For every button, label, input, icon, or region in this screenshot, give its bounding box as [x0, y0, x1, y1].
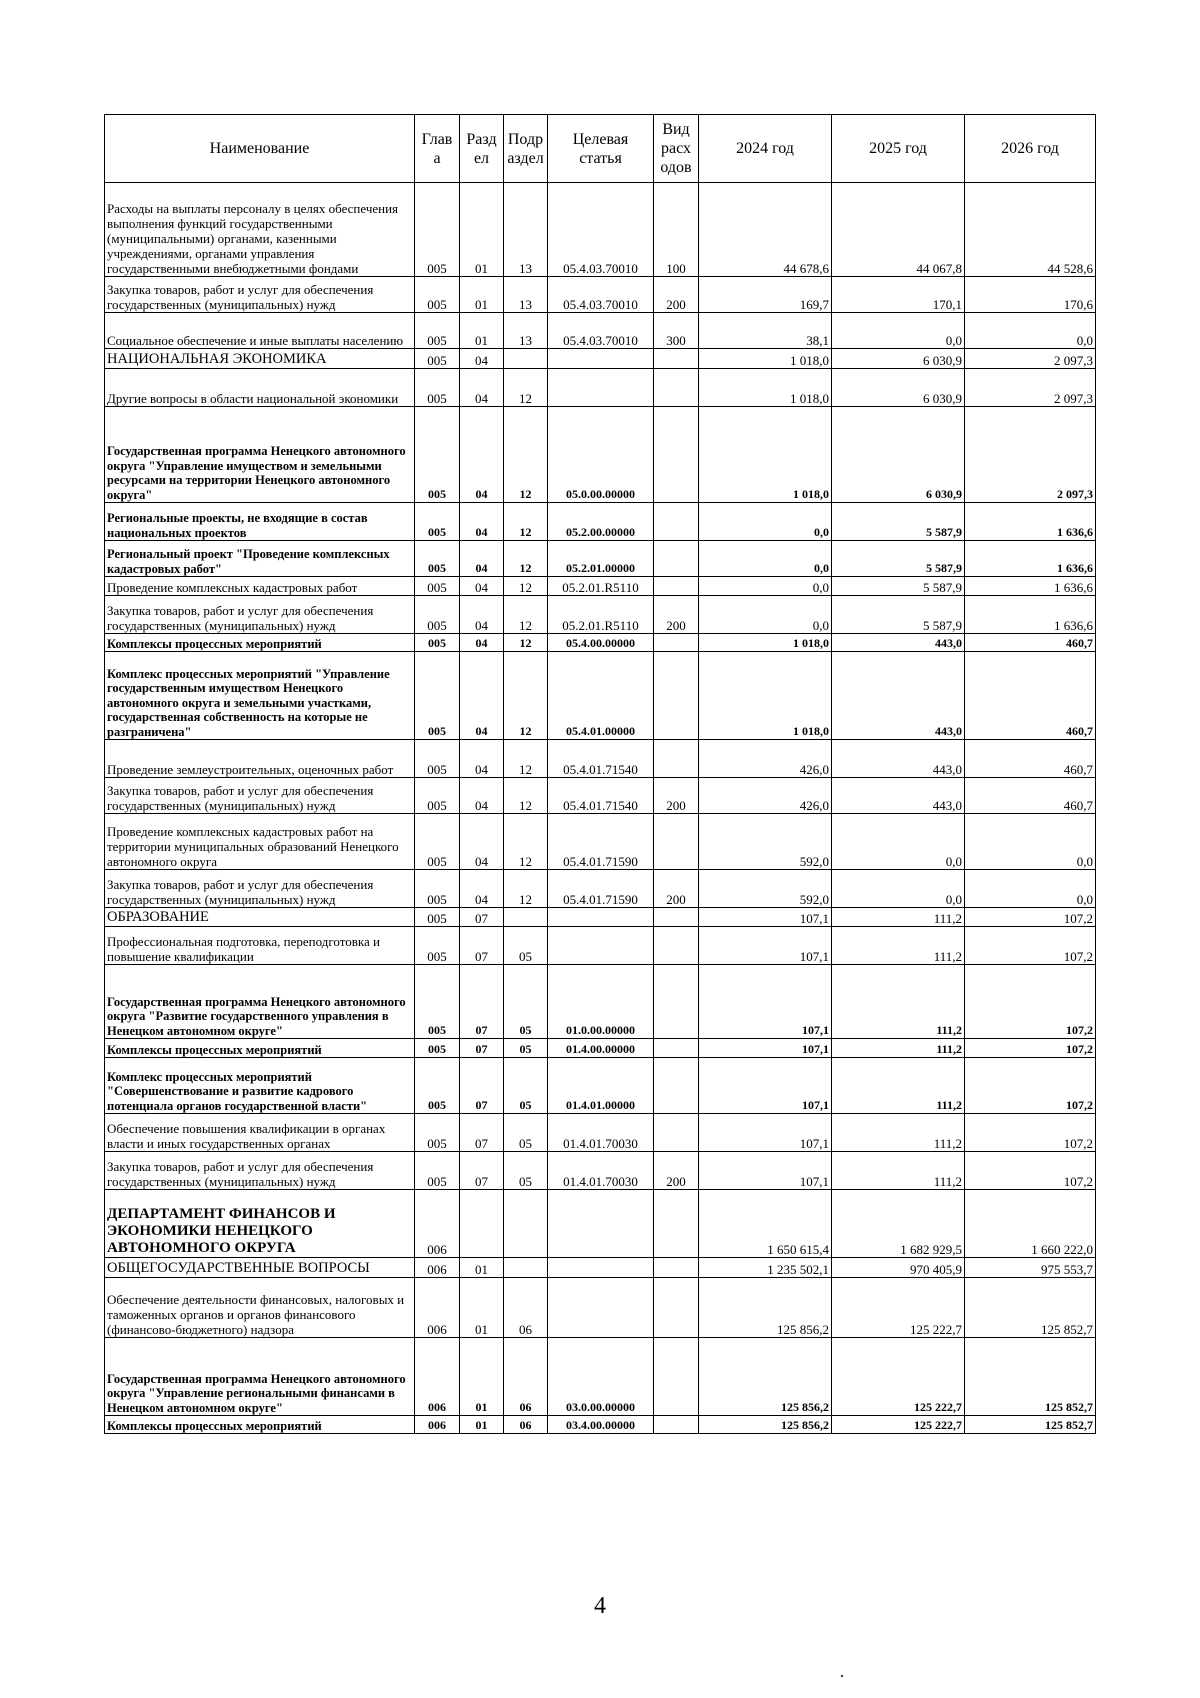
table-row: [105, 183, 1096, 277]
cell-razdel: 07: [460, 1039, 504, 1058]
cell-celevaya: 05.2.01.00000: [548, 541, 654, 577]
cell-y2025: 0,0: [832, 313, 965, 349]
cell-vid: [654, 1416, 699, 1434]
table-row: [105, 634, 1096, 652]
table-row: [105, 740, 1096, 778]
cell-y2026: 107,2: [965, 1039, 1096, 1058]
cell-vid: [654, 652, 699, 740]
cell-podrazdel: 13: [504, 183, 548, 277]
cell-glava: 005: [415, 541, 460, 577]
cell-name: Закупка товаров, работ и услуг для обеспечения государственных (муниципальных) нужд: [105, 277, 415, 313]
cell-celevaya: 05.2.01.R5110: [548, 596, 654, 634]
cell-glava: 005: [415, 927, 460, 965]
cell-celevaya: 05.4.03.70010: [548, 313, 654, 349]
cell-name: Проведение комплексных кадастровых работ на территории муниципальных образований Ненецкого автономного округа: [105, 814, 415, 870]
cell-name: Закупка товаров, работ и услуг для обеспечения государственных (муниципальных) нужд: [105, 1152, 415, 1190]
cell-glava: 005: [415, 870, 460, 908]
cell-celevaya: 01.4.01.70030: [548, 1114, 654, 1152]
cell-celevaya: 05.2.01.R5110: [548, 577, 654, 596]
cell-y2025: 111,2: [832, 1039, 965, 1058]
cell-name: Закупка товаров, работ и услуг для обеспечения государственных (муниципальных) нужд: [105, 870, 415, 908]
cell-y2024: 426,0: [699, 778, 832, 814]
cell-glava: 005: [415, 652, 460, 740]
cell-razdel: 07: [460, 1114, 504, 1152]
cell-razdel: 01: [460, 313, 504, 349]
cell-y2024: 1 018,0: [699, 369, 832, 407]
table-row: [105, 870, 1096, 908]
table-row: [105, 596, 1096, 634]
cell-name: Комплексы процессных мероприятий: [105, 1416, 415, 1434]
cell-glava: 005: [415, 277, 460, 313]
cell-y2024: 1 018,0: [699, 407, 832, 503]
cell-y2025: 1 682 929,5: [832, 1190, 965, 1258]
cell-vid: [654, 349, 699, 369]
cell-razdel: 01: [460, 1258, 504, 1278]
cell-y2026: 1 636,6: [965, 596, 1096, 634]
table-row: [105, 778, 1096, 814]
cell-celevaya: [548, 369, 654, 407]
cell-y2026: 1 636,6: [965, 577, 1096, 596]
cell-celevaya: 05.4.01.71540: [548, 740, 654, 778]
cell-y2026: 107,2: [965, 1152, 1096, 1190]
cell-y2025: 6 030,9: [832, 369, 965, 407]
cell-y2026: 0,0: [965, 313, 1096, 349]
cell-y2025: 443,0: [832, 740, 965, 778]
cell-podrazdel: [504, 1258, 548, 1278]
cell-vid: [654, 1278, 699, 1338]
cell-y2024: 125 856,2: [699, 1338, 832, 1416]
table-row: [105, 1416, 1096, 1434]
table-row: [105, 1258, 1096, 1278]
cell-y2026: 2 097,3: [965, 369, 1096, 407]
cell-razdel: 01: [460, 1338, 504, 1416]
cell-name: Государственная программа Ненецкого автономного округа "Управление региональными финансами в Ненецком автономном округе": [105, 1338, 415, 1416]
cell-glava: 005: [415, 965, 460, 1039]
cell-y2024: 107,1: [699, 1058, 832, 1114]
cell-celevaya: 05.4.03.70010: [548, 183, 654, 277]
table-row: [105, 1058, 1096, 1114]
cell-podrazdel: 12: [504, 407, 548, 503]
table-row: [105, 1114, 1096, 1152]
scan-dot: [841, 1675, 843, 1677]
cell-y2025: 125 222,7: [832, 1338, 965, 1416]
cell-vid: 200: [654, 1152, 699, 1190]
cell-vid: [654, 927, 699, 965]
cell-vid: [654, 407, 699, 503]
cell-podrazdel: 12: [504, 541, 548, 577]
page-number: 4: [594, 1593, 606, 1619]
cell-y2025: 111,2: [832, 1058, 965, 1114]
cell-y2025: 170,1: [832, 277, 965, 313]
cell-razdel: 04: [460, 349, 504, 369]
cell-name: Комплекс процессных мероприятий "Совершенствование и развитие кадрового потенциала органов государственной власти": [105, 1058, 415, 1114]
cell-glava: 005: [415, 503, 460, 541]
table-row: [105, 652, 1096, 740]
cell-celevaya: 05.4.01.71590: [548, 814, 654, 870]
cell-y2026: 170,6: [965, 277, 1096, 313]
cell-razdel: 04: [460, 740, 504, 778]
cell-y2025: 970 405,9: [832, 1258, 965, 1278]
cell-y2025: 6 030,9: [832, 349, 965, 369]
cell-razdel: 01: [460, 1278, 504, 1338]
header-glava: Глав а: [415, 115, 460, 183]
cell-podrazdel: [504, 1190, 548, 1258]
cell-glava: 005: [415, 778, 460, 814]
cell-podrazdel: 05: [504, 1058, 548, 1114]
cell-y2024: 592,0: [699, 814, 832, 870]
cell-glava: 006: [415, 1190, 460, 1258]
cell-podrazdel: [504, 908, 548, 927]
cell-name: Комплекс процессных мероприятий "Управление государственным имуществом Ненецкого автономного округа и земельными участками, государственная собственность на которые не разграничена": [105, 652, 415, 740]
cell-name: Комплексы процессных мероприятий: [105, 634, 415, 652]
cell-podrazdel: 05: [504, 1152, 548, 1190]
cell-vid: [654, 1058, 699, 1114]
cell-vid: [654, 503, 699, 541]
cell-glava: 005: [415, 369, 460, 407]
cell-celevaya: [548, 349, 654, 369]
cell-y2024: 107,1: [699, 1039, 832, 1058]
cell-razdel: 04: [460, 634, 504, 652]
cell-y2024: 107,1: [699, 1152, 832, 1190]
cell-y2024: 0,0: [699, 503, 832, 541]
cell-y2025: 0,0: [832, 814, 965, 870]
cell-glava: 006: [415, 1338, 460, 1416]
cell-glava: 005: [415, 1039, 460, 1058]
header-2024: 2024 год: [699, 115, 832, 183]
cell-vid: [654, 740, 699, 778]
cell-podrazdel: 12: [504, 814, 548, 870]
cell-y2025: 111,2: [832, 1114, 965, 1152]
cell-podrazdel: 06: [504, 1416, 548, 1434]
cell-podrazdel: 12: [504, 778, 548, 814]
header-celevaya: Целевая статья: [548, 115, 654, 183]
cell-vid: [654, 965, 699, 1039]
cell-celevaya: 03.0.00.00000: [548, 1338, 654, 1416]
cell-glava: 005: [415, 1114, 460, 1152]
table-row: [105, 577, 1096, 596]
cell-y2025: 125 222,7: [832, 1278, 965, 1338]
cell-vid: [654, 1114, 699, 1152]
header-podrazdel: Подр аздел: [504, 115, 548, 183]
cell-razdel: 04: [460, 652, 504, 740]
cell-y2024: 107,1: [699, 927, 832, 965]
cell-podrazdel: 12: [504, 596, 548, 634]
cell-y2024: 0,0: [699, 596, 832, 634]
header-2025: 2025 год: [832, 115, 965, 183]
cell-y2024: 0,0: [699, 541, 832, 577]
cell-vid: [654, 814, 699, 870]
cell-y2026: 460,7: [965, 740, 1096, 778]
cell-y2026: 107,2: [965, 965, 1096, 1039]
table-row: [105, 1152, 1096, 1190]
cell-name: ОБЩЕГОСУДАРСТВЕННЫЕ ВОПРОСЫ: [105, 1258, 415, 1278]
cell-vid: 100: [654, 183, 699, 277]
cell-podrazdel: 12: [504, 740, 548, 778]
cell-vid: [654, 1338, 699, 1416]
header-row: [105, 115, 1096, 183]
header-vid: Вид расх одов: [654, 115, 699, 183]
cell-razdel: 04: [460, 577, 504, 596]
cell-y2026: 107,2: [965, 1114, 1096, 1152]
header-2026: 2026 год: [965, 115, 1096, 183]
cell-y2026: 2 097,3: [965, 407, 1096, 503]
cell-name: Обеспечение повышения квалификации в органах власти и иных государственных органах: [105, 1114, 415, 1152]
cell-celevaya: [548, 1190, 654, 1258]
cell-celevaya: 01.4.01.00000: [548, 1058, 654, 1114]
cell-name: Закупка товаров, работ и услуг для обеспечения государственных (муниципальных) нужд: [105, 778, 415, 814]
cell-vid: [654, 1258, 699, 1278]
cell-name: Проведение землеустроительных, оценочных работ: [105, 740, 415, 778]
cell-y2024: 44 678,6: [699, 183, 832, 277]
cell-podrazdel: 12: [504, 369, 548, 407]
cell-vid: 200: [654, 596, 699, 634]
cell-celevaya: 05.4.01.00000: [548, 652, 654, 740]
cell-celevaya: [548, 1278, 654, 1338]
cell-podrazdel: 06: [504, 1338, 548, 1416]
cell-y2024: 1 650 615,4: [699, 1190, 832, 1258]
cell-y2026: 107,2: [965, 908, 1096, 927]
table-row: [105, 1190, 1096, 1258]
cell-podrazdel: 05: [504, 927, 548, 965]
header-razdel: Разд ел: [460, 115, 504, 183]
cell-razdel: 04: [460, 870, 504, 908]
table-row: [105, 277, 1096, 313]
cell-y2026: 460,7: [965, 652, 1096, 740]
cell-glava: 006: [415, 1416, 460, 1434]
cell-podrazdel: 12: [504, 652, 548, 740]
cell-razdel: 04: [460, 778, 504, 814]
cell-podrazdel: 05: [504, 1114, 548, 1152]
cell-podrazdel: [504, 349, 548, 369]
cell-name: Другие вопросы в области национальной экономики: [105, 369, 415, 407]
cell-glava: 005: [415, 313, 460, 349]
cell-glava: 005: [415, 1152, 460, 1190]
cell-razdel: 07: [460, 1152, 504, 1190]
cell-y2025: 111,2: [832, 908, 965, 927]
cell-y2025: 5 587,9: [832, 541, 965, 577]
cell-y2025: 443,0: [832, 652, 965, 740]
cell-razdel: 07: [460, 1058, 504, 1114]
cell-y2024: 107,1: [699, 965, 832, 1039]
cell-glava: 005: [415, 407, 460, 503]
cell-y2024: 169,7: [699, 277, 832, 313]
cell-razdel: 04: [460, 541, 504, 577]
table-row: [105, 1278, 1096, 1338]
cell-y2024: 125 856,2: [699, 1416, 832, 1434]
cell-glava: 005: [415, 1058, 460, 1114]
cell-podrazdel: 05: [504, 1039, 548, 1058]
cell-vid: 200: [654, 870, 699, 908]
cell-y2026: 460,7: [965, 634, 1096, 652]
table-body: [105, 183, 1096, 1434]
table-header: [105, 115, 1096, 183]
cell-vid: [654, 634, 699, 652]
cell-y2026: 975 553,7: [965, 1258, 1096, 1278]
cell-vid: [654, 1190, 699, 1258]
cell-name: ДЕПАРТАМЕНТ ФИНАНСОВ И ЭКОНОМИКИ НЕНЕЦКОГО АВТОНОМНОГО ОКРУГА: [105, 1190, 415, 1258]
cell-y2024: 592,0: [699, 870, 832, 908]
cell-y2026: 0,0: [965, 814, 1096, 870]
cell-razdel: 04: [460, 407, 504, 503]
header-name: Наименование: [105, 115, 415, 183]
cell-y2026: 125 852,7: [965, 1416, 1096, 1434]
cell-y2024: 125 856,2: [699, 1278, 832, 1338]
table-row: [105, 1039, 1096, 1058]
cell-y2024: 107,1: [699, 908, 832, 927]
cell-y2026: 460,7: [965, 778, 1096, 814]
table-row: [105, 927, 1096, 965]
cell-glava: 005: [415, 908, 460, 927]
cell-vid: 200: [654, 277, 699, 313]
table-row: [105, 503, 1096, 541]
cell-podrazdel: 12: [504, 870, 548, 908]
cell-y2025: 111,2: [832, 1152, 965, 1190]
cell-name: Профессиональная подготовка, переподготовка и повышение квалификации: [105, 927, 415, 965]
cell-y2025: 443,0: [832, 634, 965, 652]
cell-podrazdel: 12: [504, 577, 548, 596]
table-row: [105, 407, 1096, 503]
cell-y2024: 1 235 502,1: [699, 1258, 832, 1278]
cell-razdel: 04: [460, 503, 504, 541]
cell-celevaya: 05.0.00.00000: [548, 407, 654, 503]
cell-y2025: 0,0: [832, 870, 965, 908]
table-row: [105, 349, 1096, 369]
cell-y2025: 44 067,8: [832, 183, 965, 277]
cell-podrazdel: 06: [504, 1278, 548, 1338]
cell-celevaya: 05.4.01.71590: [548, 870, 654, 908]
cell-name: Комплексы процессных мероприятий: [105, 1039, 415, 1058]
cell-podrazdel: 12: [504, 503, 548, 541]
cell-vid: [654, 577, 699, 596]
cell-celevaya: 01.4.00.00000: [548, 1039, 654, 1058]
cell-y2026: 1 660 222,0: [965, 1190, 1096, 1258]
cell-y2024: 0,0: [699, 577, 832, 596]
cell-glava: 005: [415, 814, 460, 870]
cell-y2025: 443,0: [832, 778, 965, 814]
cell-celevaya: 05.4.00.00000: [548, 634, 654, 652]
cell-y2026: 107,2: [965, 1058, 1096, 1114]
table-row: [105, 908, 1096, 927]
cell-razdel: 01: [460, 183, 504, 277]
cell-name: Социальное обеспечение и иные выплаты населению: [105, 313, 415, 349]
cell-glava: 005: [415, 577, 460, 596]
cell-glava: 006: [415, 1258, 460, 1278]
cell-name: НАЦИОНАЛЬНАЯ ЭКОНОМИКА: [105, 349, 415, 369]
cell-y2026: 2 097,3: [965, 349, 1096, 369]
cell-razdel: 07: [460, 927, 504, 965]
cell-y2026: 107,2: [965, 927, 1096, 965]
cell-razdel: 07: [460, 908, 504, 927]
cell-celevaya: [548, 1258, 654, 1278]
cell-vid: [654, 369, 699, 407]
cell-glava: 006: [415, 1278, 460, 1338]
cell-y2024: 1 018,0: [699, 652, 832, 740]
cell-razdel: 01: [460, 277, 504, 313]
cell-razdel: 04: [460, 596, 504, 634]
table-row: [105, 965, 1096, 1039]
cell-name: ОБРАЗОВАНИЕ: [105, 908, 415, 927]
cell-y2025: 111,2: [832, 927, 965, 965]
cell-celevaya: 05.4.03.70010: [548, 277, 654, 313]
cell-name: Государственная программа Ненецкого автономного округа "Управление имуществом и земельными ресурсами на территории Ненецкого автономного округа": [105, 407, 415, 503]
cell-vid: 200: [654, 778, 699, 814]
cell-celevaya: 01.0.00.00000: [548, 965, 654, 1039]
cell-glava: 005: [415, 183, 460, 277]
cell-y2025: 125 222,7: [832, 1416, 965, 1434]
cell-razdel: 01: [460, 1416, 504, 1434]
cell-razdel: [460, 1190, 504, 1258]
cell-y2025: 5 587,9: [832, 596, 965, 634]
table-row: [105, 313, 1096, 349]
budget-table-container: [104, 114, 1095, 1434]
cell-glava: 005: [415, 634, 460, 652]
cell-glava: 005: [415, 596, 460, 634]
table-row: [105, 369, 1096, 407]
cell-podrazdel: 12: [504, 634, 548, 652]
cell-celevaya: 05.2.00.00000: [548, 503, 654, 541]
cell-name: Закупка товаров, работ и услуг для обеспечения государственных (муниципальных) нужд: [105, 596, 415, 634]
cell-celevaya: 03.4.00.00000: [548, 1416, 654, 1434]
cell-name: Расходы на выплаты персоналу в целях обеспечения выполнения функций государственными (муниципальными) органами, казенными учреждениями, органами управления государственными внебюджетными фондами: [105, 183, 415, 277]
cell-razdel: 07: [460, 965, 504, 1039]
cell-name: Региональные проекты, не входящие в состав национальных проектов: [105, 503, 415, 541]
cell-y2025: 111,2: [832, 965, 965, 1039]
cell-podrazdel: 13: [504, 277, 548, 313]
cell-y2026: 125 852,7: [965, 1278, 1096, 1338]
cell-name: Региональный проект "Проведение комплексных кадастровых работ": [105, 541, 415, 577]
cell-name: Обеспечение деятельности финансовых, налоговых и таможенных органов и органов финансового (финансово-бюджетного) надзора: [105, 1278, 415, 1338]
cell-glava: 005: [415, 740, 460, 778]
cell-y2026: 125 852,7: [965, 1338, 1096, 1416]
cell-y2025: 5 587,9: [832, 577, 965, 596]
cell-vid: [654, 1039, 699, 1058]
cell-y2026: 1 636,6: [965, 541, 1096, 577]
cell-name: Проведение комплексных кадастровых работ: [105, 577, 415, 596]
cell-y2024: 426,0: [699, 740, 832, 778]
table-row: [105, 541, 1096, 577]
cell-celevaya: [548, 927, 654, 965]
cell-name: Государственная программа Ненецкого автономного округа "Развитие государственного управления в Ненецком автономном округе": [105, 965, 415, 1039]
table-row: [105, 814, 1096, 870]
cell-podrazdel: 05: [504, 965, 548, 1039]
cell-razdel: 04: [460, 369, 504, 407]
cell-y2024: 1 018,0: [699, 349, 832, 369]
cell-y2026: 0,0: [965, 870, 1096, 908]
cell-y2024: 1 018,0: [699, 634, 832, 652]
cell-glava: 005: [415, 349, 460, 369]
cell-vid: 300: [654, 313, 699, 349]
cell-celevaya: 01.4.01.70030: [548, 1152, 654, 1190]
cell-razdel: 04: [460, 814, 504, 870]
budget-table: [104, 114, 1096, 1434]
table-row: [105, 1338, 1096, 1416]
cell-podrazdel: 13: [504, 313, 548, 349]
cell-y2024: 38,1: [699, 313, 832, 349]
cell-y2024: 107,1: [699, 1114, 832, 1152]
cell-celevaya: [548, 908, 654, 927]
cell-vid: [654, 541, 699, 577]
cell-y2026: 44 528,6: [965, 183, 1096, 277]
cell-y2025: 5 587,9: [832, 503, 965, 541]
cell-celevaya: 05.4.01.71540: [548, 778, 654, 814]
cell-y2025: 6 030,9: [832, 407, 965, 503]
cell-vid: [654, 908, 699, 927]
cell-y2026: 1 636,6: [965, 503, 1096, 541]
